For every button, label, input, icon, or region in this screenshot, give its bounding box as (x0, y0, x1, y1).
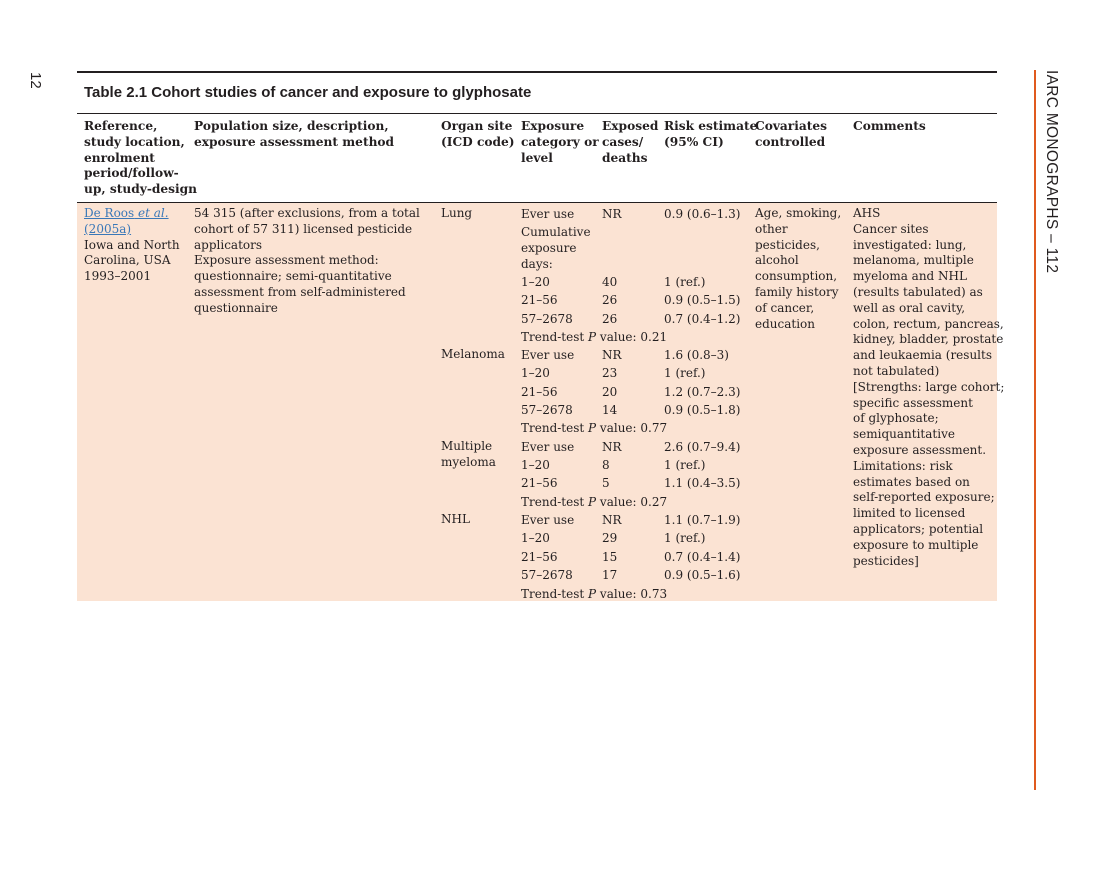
comments-line: (results tabulated) as (853, 284, 983, 299)
exposure-cell: 21–56 (521, 385, 558, 399)
cases-cell: 14 (602, 403, 618, 417)
covariates-line: other (755, 221, 788, 236)
comments-line: AHS (853, 206, 881, 220)
risk-cell: 0.9 (0.5–1.8) (664, 403, 741, 417)
cases-cell: 15 (602, 550, 618, 564)
population-line: 54 315 (after exclusions, from a total (194, 206, 420, 220)
population-line: cohort of 57 311) licensed pesticide (194, 221, 413, 236)
population-line: questionnaire (194, 300, 278, 315)
header-line: (ICD code) (441, 134, 515, 149)
organ-line: Multiple (441, 439, 493, 453)
comments-line: melanoma, multiple (853, 253, 974, 268)
comments-cell (853, 206, 1004, 569)
header-line: study location, (84, 134, 185, 149)
exposure-cell: 21–56 (521, 550, 558, 564)
comments-line: limited to licensed (853, 506, 966, 521)
header-population (194, 119, 394, 151)
reference-cell (84, 206, 180, 285)
exposure-cell: days: (521, 257, 553, 271)
exposure-cell: exposure (521, 241, 577, 255)
cases-cell: 23 (602, 366, 618, 380)
header-covariates (755, 119, 827, 151)
cases-cell: 26 (602, 293, 618, 307)
covariates-line: alcohol (755, 253, 799, 268)
header-line: level (521, 150, 553, 165)
risk-cell: 0.9 (0.5–1.5) (664, 293, 741, 307)
exposure-cell: 1–20 (521, 531, 550, 545)
population-cell (194, 206, 420, 317)
covariates-line: family history (755, 284, 839, 299)
comments-line: colon, rectum, pancreas, (853, 316, 1004, 331)
header-line: Covariates (755, 119, 828, 133)
header-line: (95% CI) (664, 134, 724, 149)
header-line: Exposure (521, 119, 585, 133)
cases-cell: 20 (602, 385, 618, 399)
header-line: period/follow- (84, 166, 179, 181)
header-line: Population size, description, (194, 119, 389, 133)
covariates-line: consumption, (755, 269, 838, 284)
organ-lung: Lung (441, 206, 473, 220)
table-title: Table 2.1 Cohort studies of cancer and exposure to glyphosate (84, 84, 532, 101)
header-line: Reference, (84, 119, 158, 133)
cases-cell: NR (602, 440, 622, 454)
header-line: Organ site (441, 119, 513, 133)
exposure-cell: Ever use (521, 513, 575, 527)
title-rule (77, 113, 997, 114)
risk-cell: 1.1 (0.7–1.9) (664, 513, 741, 527)
trend-test: Trend-test P value: 0.21 (521, 330, 668, 344)
cases-cell: 40 (602, 275, 618, 289)
exposure-cell: Cumulative (521, 225, 591, 239)
comments-line: well as oral cavity, (853, 300, 966, 315)
risk-cell: 1.6 (0.8–3) (664, 348, 729, 362)
header-line: category or (521, 134, 599, 149)
exposure-cell: 21–56 (521, 476, 558, 490)
cases-cell: 26 (602, 312, 618, 326)
risk-cell: 1 (ref.) (664, 531, 706, 545)
risk-cell: 1.2 (0.7–2.3) (664, 385, 741, 399)
comments-line: semiquantitative (853, 427, 955, 442)
comments-line: and leukaemia (results (853, 348, 992, 363)
top-rule (77, 71, 997, 73)
header-line: deaths (602, 150, 648, 165)
header-line: controlled (755, 134, 826, 149)
header-comments (853, 119, 926, 135)
comments-line: specific assessment (853, 395, 973, 410)
covariates-line: of cancer, (755, 300, 815, 315)
comments-line: exposure to multiple (853, 537, 979, 552)
header-reference (84, 119, 197, 198)
comments-line: pesticides] (853, 553, 919, 568)
risk-cell: 2.6 (0.7–9.4) (664, 440, 741, 454)
comments-line: estimates based on (853, 474, 970, 489)
covariates-cell (755, 206, 841, 332)
risk-cell: 1 (ref.) (664, 366, 706, 380)
risk-cell: 0.7 (0.4–1.4) (664, 550, 741, 564)
organ-line: myeloma (441, 454, 496, 469)
population-line: questionnaire; semi-quantitative (194, 269, 392, 284)
cases-cell: 17 (602, 568, 618, 582)
exposure-cell: 1–20 (521, 366, 550, 380)
comments-line: myeloma and NHL (853, 269, 967, 284)
comments-line: self-reported exposure; (853, 490, 995, 505)
cases-cell: 5 (602, 476, 610, 490)
comments-line: exposure assessment. (853, 442, 987, 457)
running-head-text: IARC MONOGRAPHS – 112 (1043, 70, 1060, 274)
cases-cell: NR (602, 348, 622, 362)
exposure-cell: 57–2678 (521, 568, 573, 582)
reference-line: Carolina, USA (84, 253, 171, 268)
organ-nhl: NHL (441, 512, 470, 526)
exposure-cell: 1–20 (521, 275, 550, 289)
exposure-cell: Ever use (521, 440, 575, 454)
reference-line: 1993–2001 (84, 269, 152, 284)
cases-cell: 8 (602, 458, 610, 472)
covariates-line: education (755, 316, 815, 331)
header-exposure (521, 119, 599, 166)
trend-test: Trend-test P value: 0.27 (521, 495, 668, 509)
trend-test: Trend-test P value: 0.77 (521, 421, 668, 435)
header-line: Exposed (602, 119, 659, 133)
comments-line: [Strengths: large cohort; (853, 379, 1005, 394)
organ-melanoma: Melanoma (441, 347, 505, 361)
trend-test: Trend-test P value: 0.73 (521, 587, 668, 601)
page-number: 12 (27, 72, 44, 89)
header-line: exposure assessment method (194, 134, 395, 149)
population-line: Exposure assessment method: (194, 253, 379, 268)
exposure-cell: Ever use (521, 207, 575, 221)
reference-link[interactable] (84, 206, 169, 220)
exposure-cell: Ever use (521, 348, 575, 362)
population-line: assessment from self-administered (194, 284, 406, 299)
header-line: cases/ (602, 134, 644, 149)
covariates-line: Age, smoking, (755, 206, 842, 220)
risk-cell: 1.1 (0.4–3.5) (664, 476, 741, 490)
risk-cell: 1 (ref.) (664, 458, 706, 472)
header-cases (602, 119, 658, 166)
running-head (1040, 70, 1064, 310)
comments-line: of glyphosate; (853, 411, 939, 426)
organ-myeloma (441, 439, 496, 471)
header-line: up, study-design (84, 182, 198, 197)
exposure-cell: 21–56 (521, 293, 558, 307)
population-line: applicators (194, 237, 263, 252)
reference-line: Iowa and North (84, 237, 180, 252)
exposure-cell: 57–2678 (521, 312, 573, 326)
cases-cell: NR (602, 513, 622, 527)
reference-author: De Roos (84, 206, 135, 220)
comments-line: Cancer sites (853, 221, 929, 236)
comments-line: Limitations: risk (853, 458, 953, 473)
risk-cell: 0.7 (0.4–1.2) (664, 312, 741, 326)
exposure-cell: 57–2678 (521, 403, 573, 417)
covariates-line: pesticides, (755, 237, 820, 252)
reference-year-link[interactable]: (2005a) (84, 221, 132, 236)
comments-line: kidney, bladder, prostate (853, 332, 1004, 347)
header-line: enrolment (84, 150, 155, 165)
exposure-cell: 1–20 (521, 458, 550, 472)
comments-line: applicators; potential (853, 521, 984, 536)
comments-line: investigated: lung, (853, 237, 967, 252)
comments-line: not tabulated) (853, 363, 940, 378)
cases-cell: NR (602, 207, 622, 221)
risk-cell: 0.9 (0.5–1.6) (664, 568, 741, 582)
header-risk (664, 119, 757, 151)
risk-cell: 0.9 (0.6–1.3) (664, 207, 741, 221)
reference-etal: et al. (138, 206, 169, 220)
cases-cell: 29 (602, 531, 618, 545)
accent-rule (1034, 70, 1036, 790)
header-organ (441, 119, 515, 151)
header-line: Comments (853, 119, 926, 133)
header-line: Risk estimate (664, 119, 758, 133)
risk-cell: 1 (ref.) (664, 275, 706, 289)
